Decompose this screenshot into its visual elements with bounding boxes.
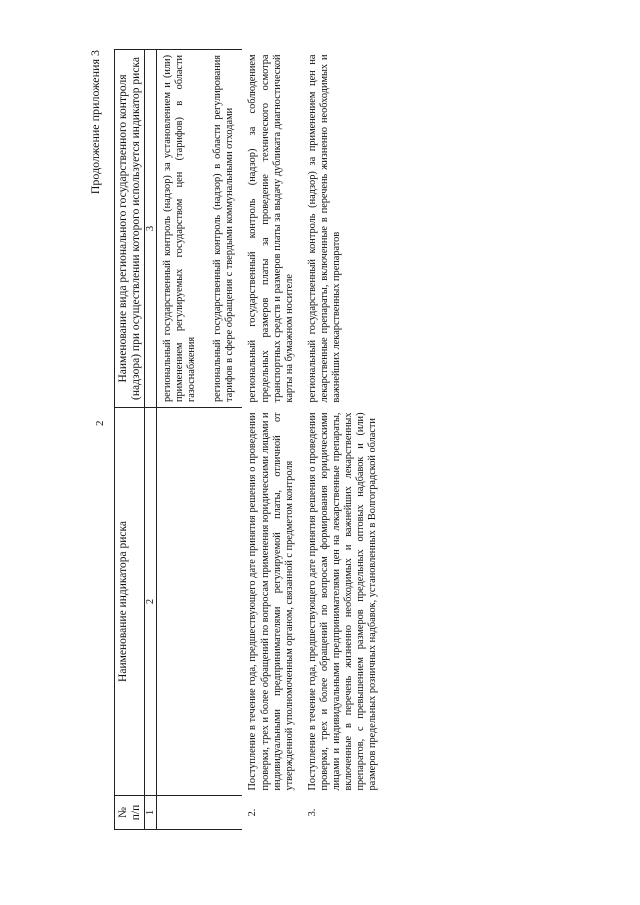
control-kind-cell: [302, 50, 386, 408]
control-kind-cell: [157, 50, 243, 408]
table-row: [302, 50, 386, 830]
risk-indicator-text: Поступление в течение года, предшествующего дате принятия решения о проведении проверки, трех и более обращений по вопросам формирования юридическими лицами и индивидуальными предпринимателями цен на лекарственные препараты, включенные в перечень жизненно необходимых и важнейших лекарственных препаратов, с превышением размеров предельных оптовых надбавок и (или) размеров предельных розничных надбавок, установленных в Волгоградской области: [306, 412, 379, 791]
column-number: 3: [145, 50, 157, 408]
table-header-row: [115, 50, 145, 830]
header-control-kind: Наименование вида регионального государственного контроля (надзора) при осуществлении которого используется индикатор риска: [115, 50, 145, 408]
header-indicator: Наименование индикатора риска: [115, 408, 145, 796]
column-number: 1: [145, 796, 157, 830]
control-kind-text: региональный государственный контроль (надзор) за установлением и (или) применением регулируемых государством цен (тарифов) в области газоснабжения: [162, 55, 198, 402]
row-number: [157, 796, 243, 830]
row-number: 3.: [306, 808, 318, 817]
row-number: 2.: [247, 808, 259, 817]
risk-indicator-text: Поступление в течение года, предшествующего дате принятия решения о проведении проверки, трех и более обращений по вопросам применения юридическими лицами и индивидуальными предпринимателями регулируемой платы, отличной от утвержденной уполномоченным органом, связанной с предметом контроля: [247, 412, 295, 791]
control-kind-text: региональный государственный контроль (надзор) в области регулирования тарифов в сфере обращения с твердыми коммунальными отходами: [212, 55, 236, 402]
header-number: № п/п: [115, 796, 145, 830]
control-kind-text: региональный государственный контроль (надзор) за применением цен на лекарственные препараты, включенные в перечень жизненно необходимых и важнейших лекарственных препаратов: [306, 54, 343, 403]
column-number: 2: [145, 408, 157, 796]
control-kind-text: региональный государственный контроль (надзор) за соблюдением предельных размеров платы за проведение технического осмотра транспортных средств и размеров платы за выдачу дубликата диагностической карты на бумажном носителе: [247, 54, 295, 403]
page-number: 2: [94, 420, 106, 426]
table-row: [157, 50, 243, 830]
table-row: [242, 50, 301, 830]
continuation-note: Продолжение приложения 3: [88, 50, 102, 195]
column-number-row: [145, 50, 157, 830]
risk-indicator-table: [114, 49, 385, 830]
risk-indicator-text: [157, 408, 243, 796]
control-kind-cell: [242, 50, 301, 408]
rotated-page-content: [88, 50, 508, 830]
